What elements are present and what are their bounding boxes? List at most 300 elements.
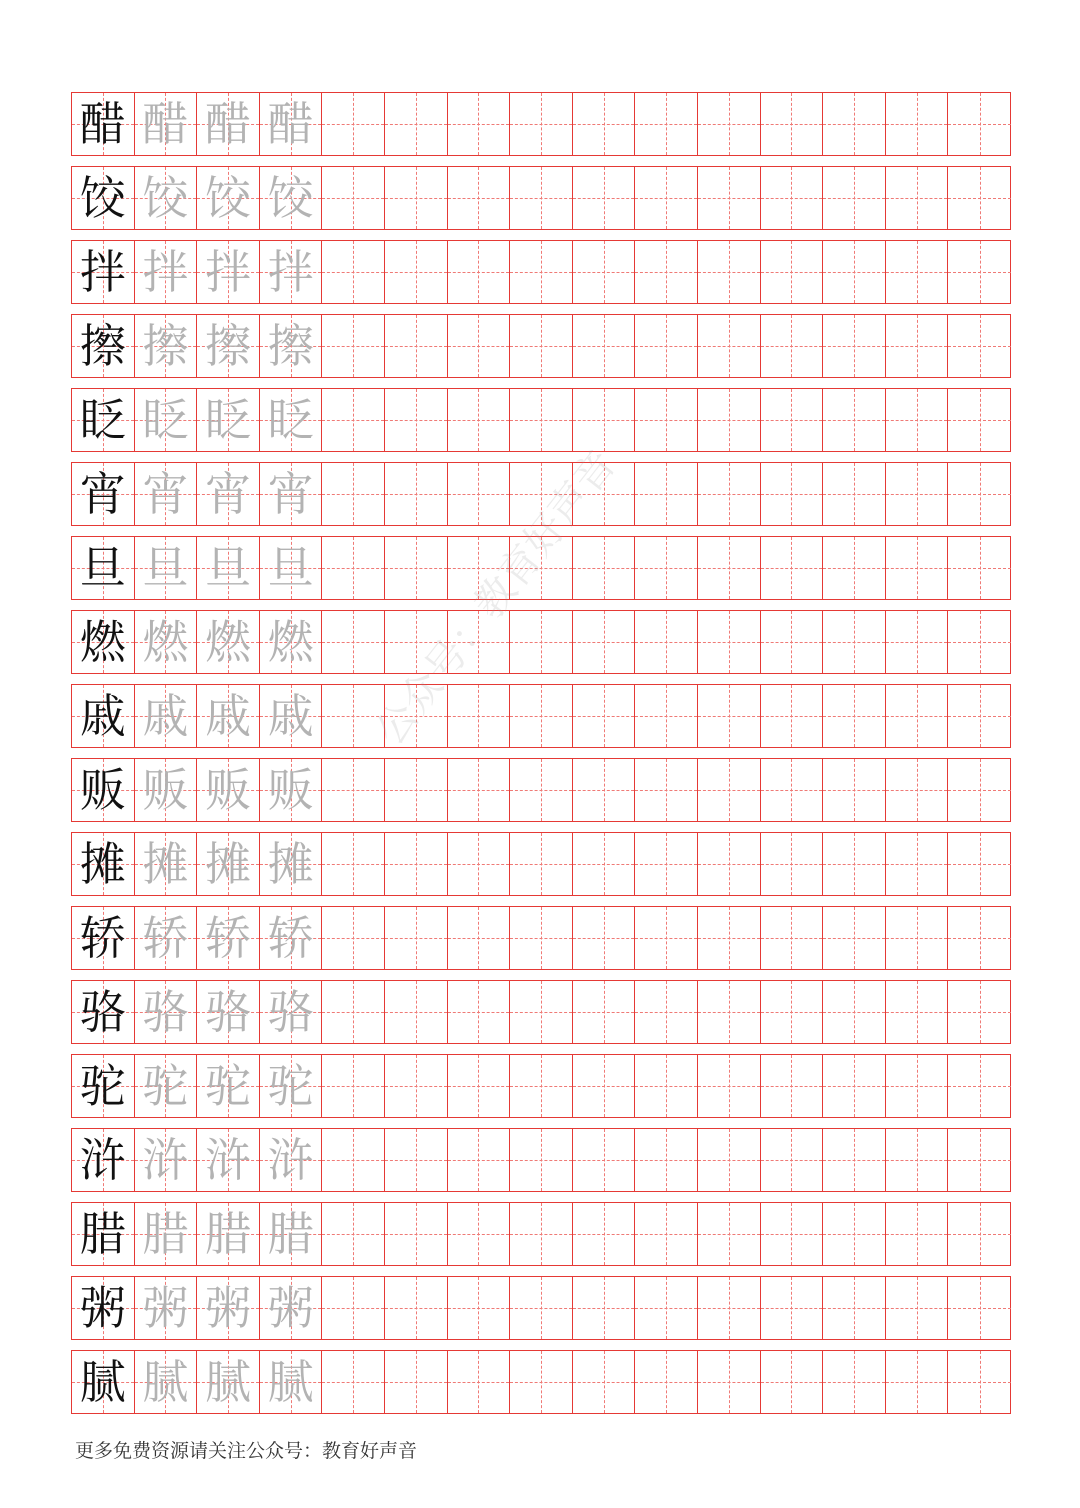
- blank-cell: [322, 981, 385, 1043]
- blank-cell: [761, 1055, 824, 1117]
- blank-cell: [948, 1277, 1011, 1339]
- blank-cell: [635, 685, 698, 747]
- blank-cell: [823, 907, 886, 969]
- trace-cell: [135, 537, 198, 599]
- trace-cell: [135, 833, 198, 895]
- blank-cell: [635, 1351, 698, 1413]
- trace-cell: [135, 93, 198, 155]
- blank-cell: [322, 93, 385, 155]
- blank-cell: [823, 611, 886, 673]
- blank-cell: [698, 93, 761, 155]
- blank-cell: [385, 463, 448, 525]
- blank-cell: [823, 1277, 886, 1339]
- blank-cell: [448, 1055, 511, 1117]
- trace-character: 眨: [204, 393, 251, 447]
- practice-row: [71, 980, 1011, 1044]
- trace-cell: [197, 241, 260, 303]
- blank-cell: [448, 833, 511, 895]
- model-cell: [72, 1277, 135, 1339]
- blank-cell: [761, 1351, 824, 1413]
- trace-cell: [260, 833, 323, 895]
- practice-row: [71, 1202, 1011, 1266]
- model-cell: [72, 1203, 135, 1265]
- model-cell: [72, 833, 135, 895]
- practice-row: [71, 906, 1011, 970]
- blank-cell: [448, 1351, 511, 1413]
- blank-cell: [823, 685, 886, 747]
- trace-cell: [197, 759, 260, 821]
- practice-row: [71, 610, 1011, 674]
- trace-character: 摊: [204, 837, 251, 891]
- blank-cell: [761, 537, 824, 599]
- practice-row: [71, 314, 1011, 378]
- blank-cell: [510, 1351, 573, 1413]
- practice-row: [71, 166, 1011, 230]
- blank-cell: [823, 1203, 886, 1265]
- trace-character: 轿: [267, 911, 314, 965]
- blank-cell: [385, 759, 448, 821]
- blank-cell: [635, 167, 698, 229]
- blank-cell: [823, 759, 886, 821]
- trace-cell: [135, 1277, 198, 1339]
- trace-character: 饺: [267, 171, 314, 225]
- blank-cell: [698, 1055, 761, 1117]
- blank-cell: [698, 759, 761, 821]
- model-cell: [72, 1129, 135, 1191]
- blank-cell: [385, 1055, 448, 1117]
- practice-row: [71, 388, 1011, 452]
- blank-cell: [761, 1203, 824, 1265]
- trace-character: 浒: [204, 1133, 251, 1187]
- blank-cell: [448, 93, 511, 155]
- model-cell: [72, 389, 135, 451]
- blank-cell: [322, 759, 385, 821]
- blank-cell: [635, 389, 698, 451]
- blank-cell: [698, 241, 761, 303]
- blank-cell: [573, 1351, 636, 1413]
- blank-cell: [573, 1055, 636, 1117]
- blank-cell: [322, 1055, 385, 1117]
- trace-character: 骆: [267, 985, 314, 1039]
- blank-cell: [823, 1351, 886, 1413]
- trace-cell: [135, 685, 198, 747]
- blank-cell: [886, 611, 949, 673]
- trace-cell: [135, 611, 198, 673]
- blank-cell: [761, 463, 824, 525]
- blank-cell: [761, 167, 824, 229]
- trace-cell: [260, 1055, 323, 1117]
- blank-cell: [948, 537, 1011, 599]
- blank-cell: [573, 611, 636, 673]
- trace-cell: [260, 389, 323, 451]
- blank-cell: [322, 611, 385, 673]
- trace-cell: [260, 93, 323, 155]
- trace-character: 旦: [142, 541, 189, 595]
- trace-character: 驼: [267, 1059, 314, 1113]
- trace-cell: [197, 907, 260, 969]
- blank-cell: [448, 241, 511, 303]
- blank-cell: [698, 167, 761, 229]
- model-cell: [72, 907, 135, 969]
- model-character: 眨: [79, 393, 126, 447]
- blank-cell: [823, 93, 886, 155]
- blank-cell: [886, 93, 949, 155]
- blank-cell: [448, 167, 511, 229]
- trace-cell: [135, 1351, 198, 1413]
- blank-cell: [823, 537, 886, 599]
- trace-cell: [197, 981, 260, 1043]
- trace-character: 宵: [142, 467, 189, 521]
- blank-cell: [761, 685, 824, 747]
- blank-cell: [510, 1203, 573, 1265]
- practice-row: [71, 684, 1011, 748]
- blank-cell: [698, 1351, 761, 1413]
- blank-cell: [573, 315, 636, 377]
- model-character: 摊: [79, 837, 126, 891]
- trace-cell: [260, 315, 323, 377]
- model-cell: [72, 315, 135, 377]
- trace-character: 腊: [267, 1207, 314, 1261]
- blank-cell: [886, 167, 949, 229]
- trace-character: 戚: [142, 689, 189, 743]
- trace-cell: [260, 537, 323, 599]
- blank-cell: [948, 907, 1011, 969]
- model-cell: [72, 1055, 135, 1117]
- trace-cell: [197, 167, 260, 229]
- blank-cell: [573, 759, 636, 821]
- blank-cell: [698, 833, 761, 895]
- blank-cell: [823, 463, 886, 525]
- trace-cell: [135, 463, 198, 525]
- trace-cell: [135, 315, 198, 377]
- blank-cell: [886, 315, 949, 377]
- trace-cell: [135, 1203, 198, 1265]
- practice-row: [71, 832, 1011, 896]
- trace-character: 腊: [204, 1207, 251, 1261]
- blank-cell: [823, 833, 886, 895]
- blank-cell: [761, 759, 824, 821]
- trace-cell: [135, 981, 198, 1043]
- blank-cell: [823, 389, 886, 451]
- blank-cell: [448, 1277, 511, 1339]
- blank-cell: [886, 1055, 949, 1117]
- blank-cell: [635, 981, 698, 1043]
- practice-grid: [71, 92, 1011, 1424]
- trace-cell: [197, 833, 260, 895]
- trace-cell: [197, 315, 260, 377]
- blank-cell: [448, 759, 511, 821]
- trace-character: 贩: [267, 763, 314, 817]
- blank-cell: [886, 389, 949, 451]
- blank-cell: [948, 1203, 1011, 1265]
- blank-cell: [510, 611, 573, 673]
- trace-cell: [197, 1277, 260, 1339]
- blank-cell: [698, 981, 761, 1043]
- model-character: 饺: [79, 171, 126, 225]
- trace-character: 戚: [267, 689, 314, 743]
- blank-cell: [886, 981, 949, 1043]
- blank-cell: [886, 1351, 949, 1413]
- trace-cell: [135, 389, 198, 451]
- blank-cell: [823, 315, 886, 377]
- blank-cell: [510, 1277, 573, 1339]
- model-cell: [72, 685, 135, 747]
- model-character: 擦: [79, 319, 126, 373]
- blank-cell: [948, 1129, 1011, 1191]
- blank-cell: [573, 537, 636, 599]
- model-character: 拌: [79, 245, 126, 299]
- trace-cell: [260, 1129, 323, 1191]
- blank-cell: [761, 241, 824, 303]
- trace-cell: [197, 1055, 260, 1117]
- blank-cell: [322, 1277, 385, 1339]
- blank-cell: [761, 1129, 824, 1191]
- blank-cell: [698, 685, 761, 747]
- trace-character: 轿: [142, 911, 189, 965]
- model-character: 轿: [79, 911, 126, 965]
- model-cell: [72, 611, 135, 673]
- trace-cell: [135, 167, 198, 229]
- blank-cell: [448, 463, 511, 525]
- model-character: 浒: [79, 1133, 126, 1187]
- blank-cell: [385, 1351, 448, 1413]
- trace-character: 骆: [142, 985, 189, 1039]
- trace-character: 浒: [142, 1133, 189, 1187]
- blank-cell: [823, 167, 886, 229]
- blank-cell: [322, 389, 385, 451]
- trace-cell: [197, 93, 260, 155]
- blank-cell: [635, 833, 698, 895]
- blank-cell: [948, 167, 1011, 229]
- blank-cell: [886, 1203, 949, 1265]
- blank-cell: [510, 759, 573, 821]
- blank-cell: [510, 685, 573, 747]
- blank-cell: [573, 241, 636, 303]
- model-character: 戚: [79, 689, 126, 743]
- trace-character: 骆: [204, 985, 251, 1039]
- practice-row: [71, 1276, 1011, 1340]
- blank-cell: [761, 981, 824, 1043]
- blank-cell: [886, 759, 949, 821]
- blank-cell: [385, 315, 448, 377]
- trace-character: 腊: [142, 1207, 189, 1261]
- blank-cell: [573, 981, 636, 1043]
- trace-character: 腻: [267, 1355, 314, 1409]
- model-character: 燃: [79, 615, 126, 669]
- trace-character: 擦: [142, 319, 189, 373]
- model-character: 骆: [79, 985, 126, 1039]
- trace-character: 驼: [142, 1059, 189, 1113]
- model-cell: [72, 463, 135, 525]
- model-cell: [72, 167, 135, 229]
- blank-cell: [322, 241, 385, 303]
- model-cell: [72, 759, 135, 821]
- blank-cell: [698, 389, 761, 451]
- trace-cell: [197, 1351, 260, 1413]
- blank-cell: [635, 759, 698, 821]
- trace-cell: [197, 1203, 260, 1265]
- blank-cell: [948, 981, 1011, 1043]
- trace-character: 拌: [267, 245, 314, 299]
- trace-cell: [197, 463, 260, 525]
- trace-cell: [135, 241, 198, 303]
- trace-character: 醋: [142, 97, 189, 151]
- trace-cell: [197, 685, 260, 747]
- blank-cell: [948, 1351, 1011, 1413]
- trace-character: 拌: [204, 245, 251, 299]
- blank-cell: [635, 463, 698, 525]
- blank-cell: [761, 93, 824, 155]
- blank-cell: [385, 389, 448, 451]
- blank-cell: [886, 1277, 949, 1339]
- blank-cell: [322, 167, 385, 229]
- blank-cell: [635, 907, 698, 969]
- blank-cell: [886, 463, 949, 525]
- blank-cell: [510, 981, 573, 1043]
- trace-cell: [197, 1129, 260, 1191]
- trace-cell: [260, 611, 323, 673]
- blank-cell: [635, 241, 698, 303]
- model-cell: [72, 1351, 135, 1413]
- blank-cell: [448, 981, 511, 1043]
- blank-cell: [698, 1129, 761, 1191]
- model-character: 粥: [79, 1281, 126, 1335]
- trace-cell: [135, 907, 198, 969]
- blank-cell: [510, 241, 573, 303]
- blank-cell: [448, 685, 511, 747]
- practice-row: [71, 1350, 1011, 1414]
- practice-row: [71, 240, 1011, 304]
- trace-character: 粥: [267, 1281, 314, 1335]
- model-character: 旦: [79, 541, 126, 595]
- trace-character: 醋: [267, 97, 314, 151]
- blank-cell: [698, 463, 761, 525]
- blank-cell: [573, 93, 636, 155]
- blank-cell: [886, 537, 949, 599]
- trace-character: 戚: [204, 689, 251, 743]
- blank-cell: [635, 1129, 698, 1191]
- trace-cell: [197, 389, 260, 451]
- model-character: 腊: [79, 1207, 126, 1261]
- blank-cell: [698, 315, 761, 377]
- blank-cell: [573, 1129, 636, 1191]
- blank-cell: [573, 1203, 636, 1265]
- blank-cell: [886, 1129, 949, 1191]
- blank-cell: [322, 1351, 385, 1413]
- blank-cell: [948, 611, 1011, 673]
- blank-cell: [322, 315, 385, 377]
- blank-cell: [322, 463, 385, 525]
- blank-cell: [385, 167, 448, 229]
- blank-cell: [823, 1129, 886, 1191]
- trace-cell: [260, 1203, 323, 1265]
- trace-cell: [260, 1351, 323, 1413]
- blank-cell: [385, 537, 448, 599]
- blank-cell: [948, 463, 1011, 525]
- trace-character: 浒: [267, 1133, 314, 1187]
- model-cell: [72, 93, 135, 155]
- trace-character: 驼: [204, 1059, 251, 1113]
- trace-cell: [260, 241, 323, 303]
- blank-cell: [698, 611, 761, 673]
- blank-cell: [635, 93, 698, 155]
- trace-character: 眨: [142, 393, 189, 447]
- blank-cell: [948, 833, 1011, 895]
- trace-character: 旦: [267, 541, 314, 595]
- blank-cell: [948, 1055, 1011, 1117]
- blank-cell: [385, 907, 448, 969]
- blank-cell: [948, 759, 1011, 821]
- model-character: 醋: [79, 97, 126, 151]
- blank-cell: [886, 907, 949, 969]
- trace-character: 燃: [204, 615, 251, 669]
- blank-cell: [573, 1277, 636, 1339]
- trace-character: 饺: [204, 171, 251, 225]
- trace-cell: [260, 167, 323, 229]
- blank-cell: [761, 315, 824, 377]
- blank-cell: [448, 1203, 511, 1265]
- blank-cell: [948, 93, 1011, 155]
- blank-cell: [385, 1129, 448, 1191]
- trace-character: 贩: [142, 763, 189, 817]
- trace-character: 宵: [204, 467, 251, 521]
- trace-character: 醋: [204, 97, 251, 151]
- blank-cell: [948, 241, 1011, 303]
- blank-cell: [948, 389, 1011, 451]
- trace-cell: [260, 1277, 323, 1339]
- model-character: 腻: [79, 1355, 126, 1409]
- blank-cell: [823, 981, 886, 1043]
- trace-cell: [135, 759, 198, 821]
- blank-cell: [761, 611, 824, 673]
- blank-cell: [698, 1203, 761, 1265]
- trace-character: 擦: [267, 319, 314, 373]
- blank-cell: [322, 537, 385, 599]
- trace-cell: [260, 981, 323, 1043]
- blank-cell: [761, 907, 824, 969]
- blank-cell: [322, 1203, 385, 1265]
- blank-cell: [635, 611, 698, 673]
- trace-character: 燃: [142, 615, 189, 669]
- blank-cell: [448, 389, 511, 451]
- trace-cell: [260, 759, 323, 821]
- blank-cell: [886, 685, 949, 747]
- blank-cell: [573, 833, 636, 895]
- trace-character: 腻: [142, 1355, 189, 1409]
- blank-cell: [385, 1277, 448, 1339]
- blank-cell: [448, 315, 511, 377]
- trace-cell: [260, 907, 323, 969]
- blank-cell: [385, 833, 448, 895]
- practice-row: [71, 1128, 1011, 1192]
- blank-cell: [635, 1055, 698, 1117]
- trace-character: 宵: [267, 467, 314, 521]
- trace-character: 旦: [204, 541, 251, 595]
- trace-character: 贩: [204, 763, 251, 817]
- blank-cell: [573, 685, 636, 747]
- blank-cell: [448, 1129, 511, 1191]
- trace-character: 腻: [204, 1355, 251, 1409]
- model-character: 驼: [79, 1059, 126, 1113]
- blank-cell: [510, 833, 573, 895]
- trace-character: 摊: [142, 837, 189, 891]
- blank-cell: [698, 1277, 761, 1339]
- blank-cell: [761, 833, 824, 895]
- blank-cell: [698, 537, 761, 599]
- blank-cell: [510, 315, 573, 377]
- trace-cell: [197, 611, 260, 673]
- blank-cell: [510, 1055, 573, 1117]
